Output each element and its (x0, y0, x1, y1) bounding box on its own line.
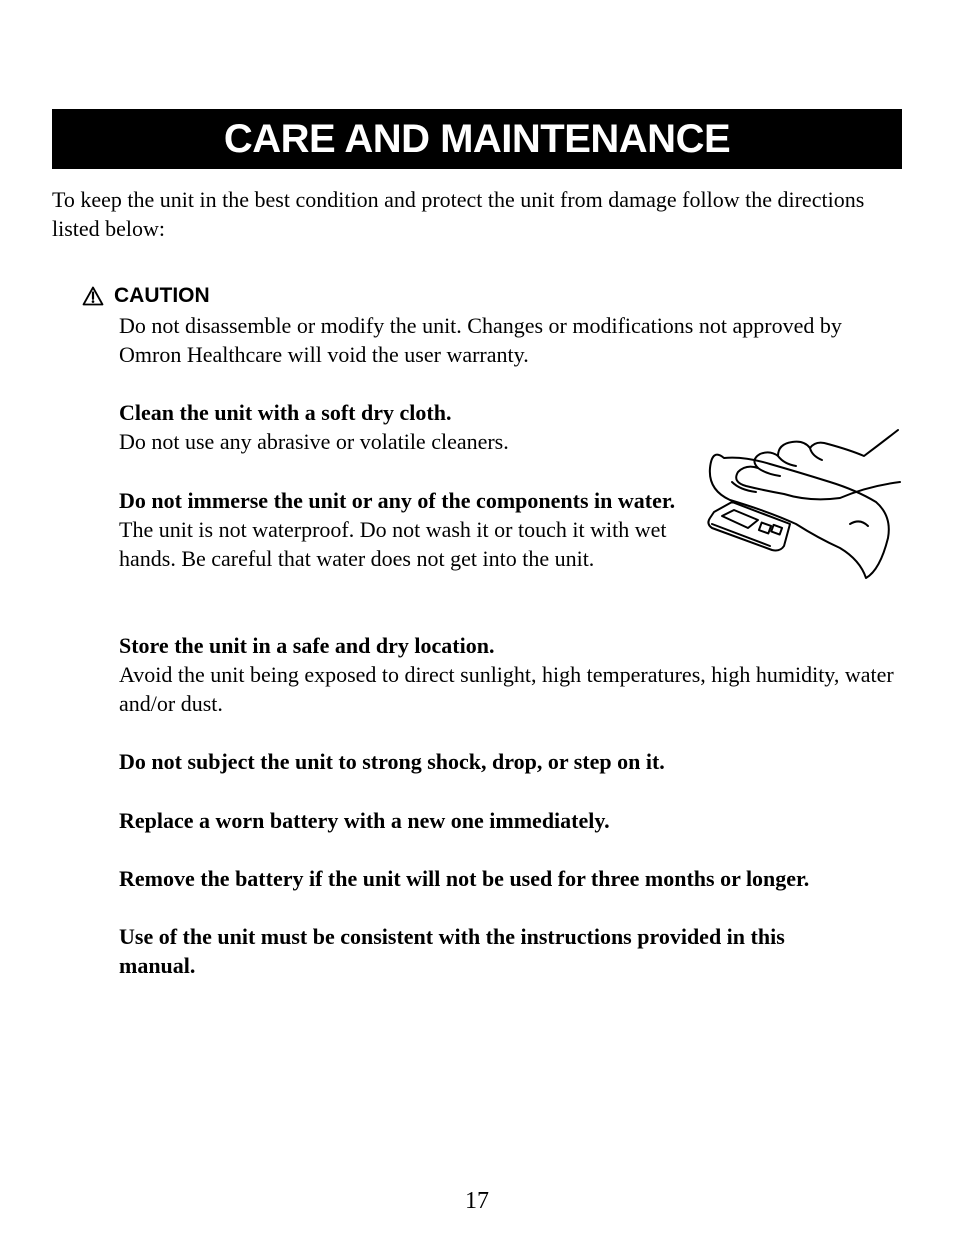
section-title-bar (52, 109, 902, 169)
page-title: CARE AND MAINTENANCE (223, 117, 731, 161)
list-item (119, 631, 904, 718)
list-item (119, 486, 679, 573)
caution-heading (82, 283, 210, 309)
list-item (119, 398, 679, 456)
list-item (119, 864, 904, 893)
item-text: Do not use any abrasive or volatile cleaners. (119, 429, 509, 454)
item-title: Do not immerse the unit or any of the components in water. (119, 488, 676, 513)
list-item (119, 747, 904, 776)
list-item (119, 806, 904, 835)
item-title: Store the unit in a safe and dry location. (119, 633, 495, 658)
item-title: Clean the unit with a soft dry cloth. (119, 400, 452, 425)
warning-triangle-icon (82, 286, 104, 306)
page-number: 17 (465, 1188, 489, 1214)
caution-label: CAUTION (114, 284, 210, 307)
item-title: Do not subject the unit to strong shock, drop, or step on it. (119, 749, 665, 774)
intro-paragraph: To keep the unit in the best condition and protect the unit from damage follow the directions listed below: (52, 187, 865, 241)
list-item (119, 922, 859, 980)
item-title: Replace a worn battery with a new one immediately. (119, 808, 610, 833)
item-title: Use of the unit must be consistent with the instructions provided in this manual. (119, 924, 785, 978)
item-text: Avoid the unit being exposed to direct sunlight, high temperatures, high humidity, water and/or dust. (119, 662, 894, 716)
caution-text: Do not disassemble or modify the unit. Changes or modifications not approved by Omron Healthcare will void the user warranty. (119, 313, 842, 367)
item-title: Remove the battery if the unit will not be used for three months or longer. (119, 866, 810, 891)
item-text: The unit is not waterproof. Do not wash it or touch it with wet hands. Be careful that water does not get into the unit. (119, 517, 667, 571)
hand-wiping-device-illustration (700, 420, 905, 585)
